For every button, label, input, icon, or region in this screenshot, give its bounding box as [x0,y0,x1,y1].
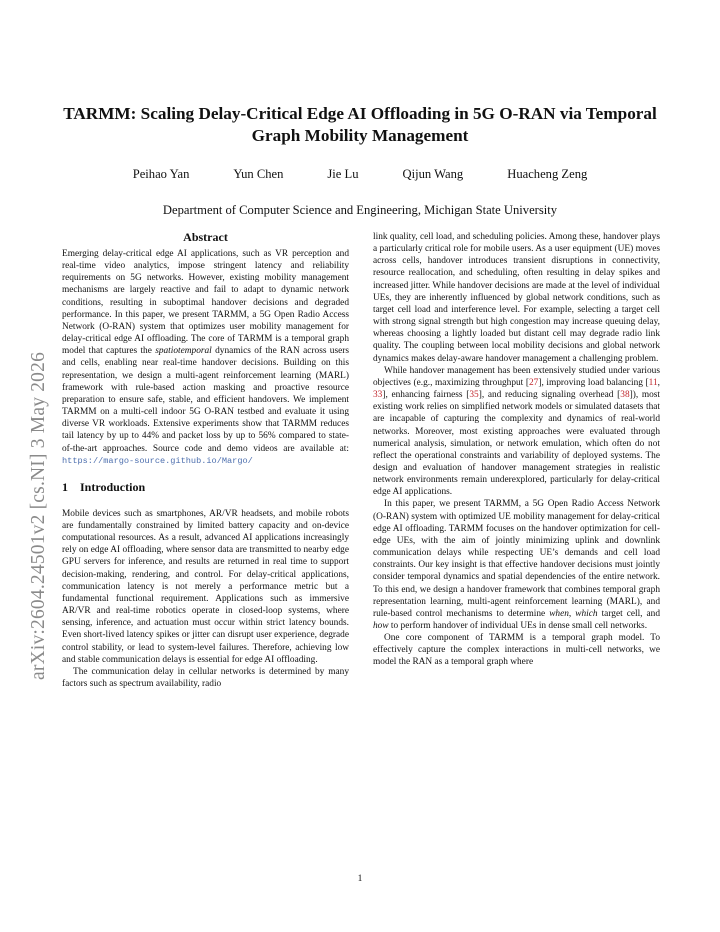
left-column [62,230,349,690]
affiliation: Department of Computer Science and Engineering, Michigan State University [162,203,558,217]
title-line-2: Graph Mobility Management [251,126,469,145]
author: Jie Lu [327,167,359,181]
abstract-heading: Abstract [183,230,228,244]
citation-link[interactable]: 33 [373,390,383,401]
intro-paragraph-3: While handover management has been extensively studied under various objectives (e.g., maximizing throughput [27], improving load balancing [11, 33], enhancing fairness [35], and reducing signaling overhead [38]), most existing work relies on simplified network models or simulated datasets that are incapable of capturing the complexity and dynamics of real-world networks. Moreover, most existing approaches were evaluated through numerical analysis, simulation, or network emulation, which often do not reflect the operational constraints and variability of deployed systems. The design and evaluation of handover management strategies in realistic network environments remain underexplored, particularly for delay-critical edge AI applications. [373,365,661,498]
source-code-link[interactable]: https://margo-source.github.io/Margo/ [62,455,253,466]
right-column [373,231,660,669]
page-number: 1 [357,874,363,884]
author: Yun Chen [233,167,284,181]
intro-paragraph-5: One core component of TARMM is a temporal graph model. To effectively capture the complex interactions in multi-cell networks, we model the RAN as a temporal graph where [373,633,660,668]
intro-paragraph-2: The communication delay in cellular networks is determined by many factors such as spectrum availability, radio [62,666,349,689]
abstract-body: Emerging delay-critical edge AI applications, such as VR perception and real-time video analytics, impose stringent latency and reliability requirements on 5G networks. However, existing mobility management mechanisms are largely reactive and fail to adapt to dynamic network conditions, resulting in suboptimal handover decisions and degraded performance. In this paper, we present TARMM, a 5G Open Radio Access Network (O-RAN) system that optimizes user mobility management for delay-critical edge AI offloading. The core of TARMM is a temporal graph model that captures the spatiotemporal dynamics of the RAN across users and cells, enabling near real-time handover decisions. Building on this representation, we design a multi-agent reinforcement learning (MARL) framework with rule-based action masking and proactive resource preparation to ensure safe, stable, and efficient handovers. We implement TARMM on a multi-cell indoor 5G O-RAN testbed and evaluate it using diverse VR workloads. Extensive experiments show that TARMM reduces tail latency by up to 44% and packet loss by up to 56% compared to state-of-the-art approaches. Source code and demo videos are available at: https://margo-source.github.io/Margo/ [62,249,349,466]
author-list [60,167,660,182]
citation-link[interactable]: 27 [529,377,539,388]
author: Huacheng Zeng [507,167,588,181]
author: Peihao Yan [132,167,190,181]
intro-paragraph-4: In this paper, we present TARMM, a 5G Open Radio Access Network (O-RAN) system with optimized UE mobility management for delay-critical edge AI offloading. TARMM focuses on the handover optimization for cell-edge UEs, with the aim of jointly minimizing uplink and downlink communication delays while respecting UE’s demands and cell load constraints. Our key insight is that effective handover decisions must jointly consider temporal dynamics and spatial dependencies of the entire network. To this end, we design a handover framework that combines temporal graph representation learning, multi-agent reinforcement learning (MARL), and rule-based control mechanisms to determine when, which target cell, and how to perform handover of individual UEs in dense small cell networks. [373,499,661,631]
citation-link[interactable]: 38 [620,390,630,401]
intro-paragraph-1: Mobile devices such as smartphones, AR/VR headsets, and mobile robots are fundamentally constrained by limited battery capacity and on-device computational resources. As a result, advanced AI applications increasingly rely on edge AI offloading, where sensor data are transmitted to nearby edge GPU servers for inference, and results are returned in real time to support decision-making, rendering, and control. For delay-critical applications, communication latency is not merely a performance metric but a fundamental functional requirement. Applications such as immersive AR/VR and real-time robotics operate in closed-loop systems, where sensing, inference, and actuation must occur within strict latency bounds. Even short-lived latency spikes or jitter can disrupt user experience, degrade control stability, or lead to system-level failures. Therefore, achieving low and stable communication delays is essential for edge AI offloading. [62,508,349,665]
section-heading-introduction: 1 Introduction [62,479,146,494]
intro-paragraph-2-cont: link quality, cell load, and scheduling policies. Among these, handover plays a particularly critical role for mobile users. As a user equipment (UE) moves across cells, handover introduces transient disruptions in connectivity, resource reallocation, and scheduling, often resulting in delay spikes and increased jitter. While handover decisions are made at the level of individual UEs, they are inherently influenced by global network conditions, such as target cell load and interference level. For example, selecting a target cell with strong signal strength but high congestion may increase queuing delay, whereas choosing a lightly loaded but distant cell may degrade radio link quality. The coupling between local mobility decisions and global network dynamics makes delay-aware handover management a challenging problem. [373,232,660,364]
arxiv-identifier: arXiv:2604.24501v2 [cs.NI] 3 May 2026 [28,351,49,680]
citation-link[interactable]: 35 [469,390,479,401]
paper-title [60,103,660,147]
author: Qijun Wang [402,167,464,181]
title-line-1: TARMM: Scaling Delay-Critical Edge AI Offloading in 5G O-RAN via Temporal [63,104,657,123]
citation-link[interactable]: 11 [648,377,658,388]
